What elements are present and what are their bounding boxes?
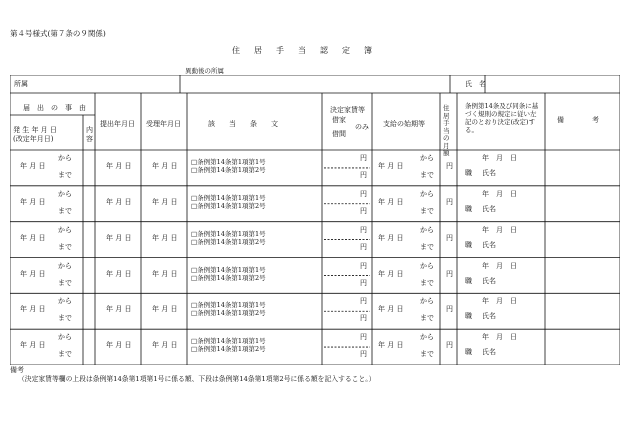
article-2-checkbox[interactable]: □条例第14条第1項第2号 <box>191 166 266 174</box>
payment-from-cell[interactable]: から <box>420 297 434 306</box>
occurrence-date-cell[interactable]: 年 月 日 <box>20 197 46 206</box>
payment-start-date-cell[interactable]: 年 月 日 <box>378 305 404 314</box>
occurrence-to-cell[interactable]: まで <box>58 278 72 287</box>
received-date-cell[interactable]: 年 月 日 <box>152 233 178 242</box>
monthly-amount-yen[interactable]: 円 <box>446 305 453 314</box>
payment-to-cell[interactable]: まで <box>420 206 434 215</box>
rent-upper-yen[interactable]: 円 <box>360 154 367 162</box>
certification-table <box>10 75 620 365</box>
occurrence-to-cell[interactable]: まで <box>58 171 72 179</box>
official-name-cell[interactable]: 氏名 <box>482 348 496 357</box>
payment-start-date-cell[interactable]: 年 月 日 <box>378 233 404 242</box>
official-title-cell[interactable]: 職 <box>465 312 472 321</box>
occurrence-date-cell[interactable]: 年 月 日 <box>20 269 46 278</box>
payment-from-cell[interactable]: から <box>420 225 434 234</box>
rent-upper-yen[interactable]: 円 <box>360 225 367 234</box>
occurrence-from-cell[interactable]: から <box>58 225 72 234</box>
occurrence-from-cell[interactable]: から <box>58 261 72 270</box>
monthly-amount-yen[interactable]: 円 <box>446 269 453 278</box>
only-label: のみ <box>355 123 369 131</box>
payment-start-date-cell[interactable]: 年 月 日 <box>378 197 404 206</box>
received-date-cell[interactable]: 年 月 日 <box>152 269 178 278</box>
decided-rent-header: 決定家賃等 <box>330 106 365 114</box>
affiliation-after-transfer-label: 異動後の所属 <box>185 67 224 75</box>
payment-to-cell[interactable]: まで <box>420 278 434 287</box>
applicable-article-header: 該 当 条 文 <box>208 120 278 128</box>
official-title-cell[interactable]: 職 <box>465 276 472 285</box>
payment-to-cell[interactable]: まで <box>420 242 434 251</box>
payment-to-cell[interactable]: まで <box>420 171 434 179</box>
rent-lower-yen[interactable]: 円 <box>360 314 367 323</box>
article-2-checkbox[interactable]: □条例第14条第1項第2号 <box>191 309 266 318</box>
received-date-cell[interactable]: 年 月 日 <box>152 341 178 350</box>
article-1-checkbox[interactable]: □条例第14条第1項第1号 <box>191 337 266 346</box>
rent-upper-yen[interactable]: 円 <box>360 261 367 270</box>
payment-from-cell[interactable]: から <box>420 154 434 162</box>
payment-start-date-cell[interactable]: 年 月 日 <box>378 162 404 170</box>
decision-date-cell[interactable]: 年 月 日 <box>482 297 517 306</box>
occurrence-from-cell[interactable]: から <box>58 333 72 342</box>
occurrence-date-header: 発 生 年 月 日 (改定年月日) <box>13 126 57 143</box>
affiliation-label: 所属 <box>14 80 28 88</box>
notes-heading: 備考 <box>10 366 24 374</box>
occurrence-to-cell[interactable]: まで <box>58 206 72 215</box>
monthly-amount-header: 住居手当の月額 <box>443 104 450 157</box>
payment-period-header: 支給の始期等 <box>383 120 425 128</box>
decision-date-cell[interactable]: 年 月 日 <box>482 189 517 198</box>
article-2-checkbox[interactable]: □条例第14条第1項第2号 <box>191 345 266 354</box>
borrowed-house-label: 借家 <box>332 116 346 124</box>
received-date-cell[interactable]: 年 月 日 <box>152 162 178 170</box>
borrowed-room-label: 借間 <box>332 130 346 138</box>
article-1-checkbox[interactable]: □条例第14条第1項第1号 <box>191 229 266 238</box>
submitted-date-cell[interactable]: 年 月 日 <box>106 233 132 242</box>
rent-upper-yen[interactable]: 円 <box>360 333 367 342</box>
occurrence-date-cell[interactable]: 年 月 日 <box>20 233 46 242</box>
monthly-amount-yen[interactable]: 円 <box>446 341 453 350</box>
official-name-cell[interactable]: 氏名 <box>482 169 496 177</box>
article-1-checkbox[interactable]: □条例第14条第1項第1号 <box>191 301 266 310</box>
official-name-cell[interactable]: 氏名 <box>482 204 496 213</box>
official-name-cell[interactable]: 氏名 <box>482 276 496 285</box>
submitted-date-cell[interactable]: 年 月 日 <box>106 341 132 350</box>
decision-date-cell[interactable]: 年 月 日 <box>482 261 517 270</box>
submitted-date-cell[interactable]: 年 月 日 <box>106 269 132 278</box>
monthly-amount-yen[interactable]: 円 <box>446 197 453 206</box>
payment-start-date-cell[interactable]: 年 月 日 <box>378 269 404 278</box>
payment-to-cell[interactable]: まで <box>420 350 434 359</box>
occurrence-from-cell[interactable]: から <box>58 189 72 198</box>
article-2-checkbox[interactable]: □条例第14条第1項第2号 <box>191 237 266 246</box>
submitted-date-cell[interactable]: 年 月 日 <box>106 305 132 314</box>
notification-matter-header: 届 出 の 事 由 <box>23 104 86 112</box>
official-title-cell[interactable]: 職 <box>465 348 472 357</box>
article-2-checkbox[interactable]: □条例第14条第1項第2号 <box>191 273 266 282</box>
rent-lower-yen[interactable]: 円 <box>360 242 367 251</box>
occurrence-to-cell[interactable]: まで <box>58 314 72 323</box>
occurrence-to-cell[interactable]: まで <box>58 350 72 359</box>
official-title-cell[interactable]: 職 <box>465 169 472 177</box>
received-date-cell[interactable]: 年 月 日 <box>152 305 178 314</box>
monthly-amount-yen[interactable]: 円 <box>446 233 453 242</box>
monthly-amount-yen[interactable]: 円 <box>446 162 453 170</box>
payment-from-cell[interactable]: から <box>420 189 434 198</box>
article-1-checkbox[interactable]: □条例第14条第1項第1号 <box>191 158 266 166</box>
rent-lower-yen[interactable]: 円 <box>360 171 367 179</box>
name-label: 氏 名 <box>465 80 486 88</box>
notes-text: （決定家賃等欄の上段は条例第14条第1項第1号に係る額、下段は条例第14条第1項第2号に係る額を記入すること。） <box>18 375 376 383</box>
article-1-checkbox[interactable]: □条例第14条第1項第1号 <box>191 193 266 202</box>
official-title-cell[interactable]: 職 <box>465 240 472 249</box>
occurrence-date-cell[interactable]: 年 月 日 <box>20 305 46 314</box>
received-date-header: 受理年月日 <box>146 120 181 128</box>
form-number: 第４号様式(第７条の９関係) <box>10 29 106 38</box>
page-title: 住居手当認定簿 <box>232 46 386 55</box>
official-name-cell[interactable]: 氏名 <box>482 240 496 249</box>
occurrence-date-cell[interactable]: 年 月 日 <box>20 341 46 350</box>
article-1-checkbox[interactable]: □条例第14条第1項第1号 <box>191 265 266 274</box>
rent-lower-yen[interactable]: 円 <box>360 350 367 359</box>
decision-basis-header: 条例第14条及び同条に基づく規則の規定に従い左記のとおり決定(改定)する。 <box>465 102 539 134</box>
rent-lower-yen[interactable]: 円 <box>360 278 367 287</box>
submitted-date-header: 提出年月日 <box>100 120 135 128</box>
decision-date-cell[interactable]: 年 月 日 <box>482 154 517 162</box>
content-header: 内 容 <box>86 126 93 143</box>
remarks-header: 備 考 <box>557 116 599 124</box>
official-title-cell[interactable]: 職 <box>465 204 472 213</box>
decision-date-cell[interactable]: 年 月 日 <box>482 225 517 234</box>
submitted-date-cell[interactable]: 年 月 日 <box>106 162 132 170</box>
occurrence-from-cell[interactable]: から <box>58 297 72 306</box>
payment-start-date-cell[interactable]: 年 月 日 <box>378 341 404 350</box>
occurrence-date-cell[interactable]: 年 月 日 <box>20 162 46 170</box>
official-name-cell[interactable]: 氏名 <box>482 312 496 321</box>
rent-lower-yen[interactable]: 円 <box>360 206 367 215</box>
received-date-cell[interactable]: 年 月 日 <box>152 197 178 206</box>
article-2-checkbox[interactable]: □条例第14条第1項第2号 <box>191 201 266 210</box>
occurrence-from-cell[interactable]: から <box>58 154 72 162</box>
occurrence-to-cell[interactable]: まで <box>58 242 72 251</box>
submitted-date-cell[interactable]: 年 月 日 <box>106 197 132 206</box>
payment-from-cell[interactable]: から <box>420 261 434 270</box>
decision-date-cell[interactable]: 年 月 日 <box>482 333 517 342</box>
rent-upper-yen[interactable]: 円 <box>360 297 367 306</box>
payment-from-cell[interactable]: から <box>420 333 434 342</box>
payment-to-cell[interactable]: まで <box>420 314 434 323</box>
rent-upper-yen[interactable]: 円 <box>360 189 367 198</box>
